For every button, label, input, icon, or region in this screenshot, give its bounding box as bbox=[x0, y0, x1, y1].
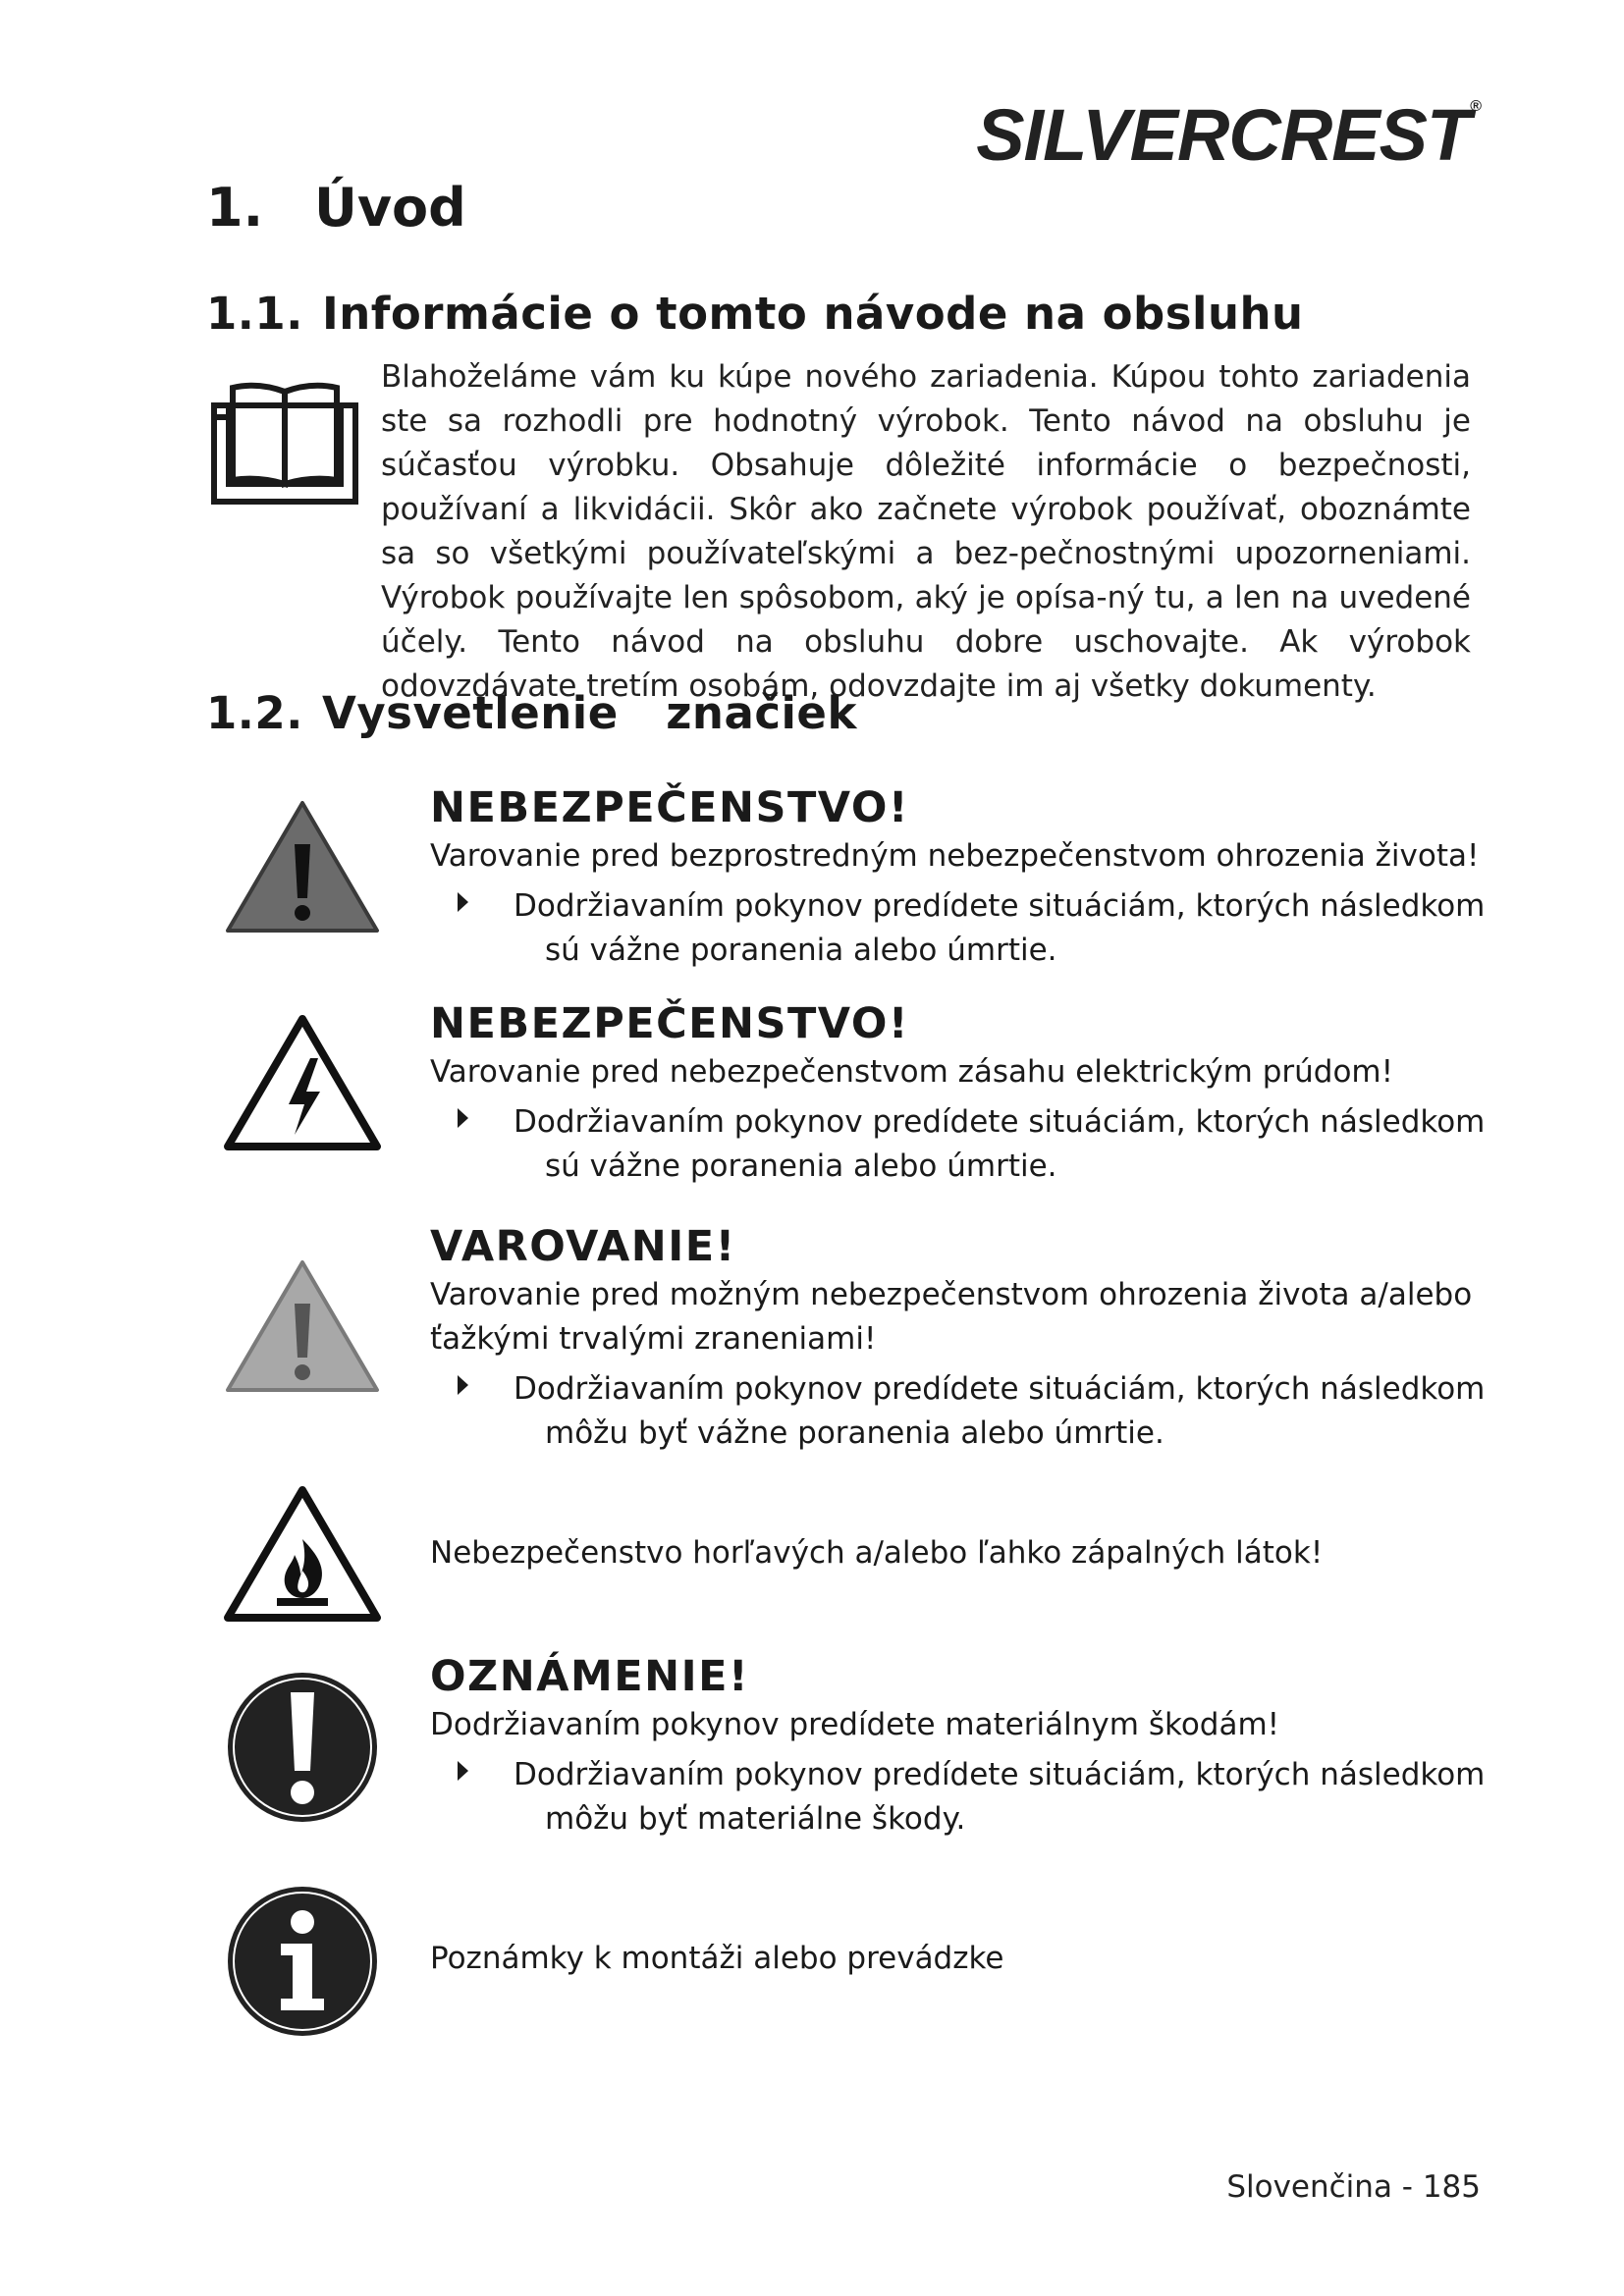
symbol-block-info bbox=[430, 1937, 1500, 1981]
bullet-arrow-icon bbox=[458, 1375, 468, 1395]
symbol-title: NEBEZPEČENSTVO! bbox=[430, 999, 909, 1048]
symbol-description: Dodržiavaním pokynov predídete materiálnym škodám! bbox=[430, 1707, 1280, 1742]
warning-icon bbox=[224, 1255, 381, 1402]
symbol-block-notice bbox=[430, 1652, 1500, 1842]
chapter-heading: 1. Úvod bbox=[206, 177, 466, 239]
bullet-arrow-icon bbox=[458, 1108, 468, 1128]
symbol-description: Poznámky k montáži alebo prevádzke bbox=[430, 1941, 1004, 1976]
symbol-block-danger bbox=[430, 783, 1500, 973]
brand-logo: SILVERCREST® bbox=[976, 94, 1481, 176]
symbol-title: VAROVANIE! bbox=[430, 1222, 736, 1271]
intro-paragraph: Blahoželáme vám ku kúpe nového zariadenia. Kúpou tohto zariadenia ste sa rozhodli pre hodnotný výrobok. Tento návod na obsluhu je súčasťou výrobku. Obsahuje dôležité informácie o bezpečnosti, používaní a likvidácii. Skôr ako začnete výrobok používať, oboznámte sa so všetkými používateľskými a bez-pečnostnými upozorneniami. Výrobok používajte len spôsobom, aký je opísa-ný tu, a len na uvedené účely. Tento návod na obsluhu dobre uschovajte. Ak výrobok odovzdávate tretím osobám, odovzdajte im aj všetky dokumenty. bbox=[381, 359, 1471, 704]
electric-shock-icon bbox=[224, 1011, 381, 1158]
symbol-block-flammable bbox=[430, 1531, 1500, 1575]
symbol-description: Varovanie pred nebezpečenstvom zásahu elektrickým prúdom! bbox=[430, 1054, 1394, 1090]
page-footer: Slovenčina - 185 bbox=[1226, 2169, 1481, 2205]
symbol-description: Varovanie pred bezprostredným nebezpečenstvom ohrozenia života! bbox=[430, 838, 1480, 874]
bullet-arrow-icon bbox=[458, 1761, 468, 1781]
bullet-arrow-icon bbox=[458, 892, 468, 912]
section-heading-info: 1.1. Informácie o tomto návode na obsluhu bbox=[206, 288, 1304, 340]
symbol-block-electric bbox=[430, 999, 1500, 1189]
flammable-icon bbox=[224, 1482, 381, 1629]
symbol-bullet: Dodržiavaním pokynov predídete situáciám, ktorých následkom môžu byť vážne poranenia alebo úmrtie. bbox=[430, 1367, 1500, 1456]
symbol-description: Nebezpečenstvo horľavých a/alebo ľahko zápalných látok! bbox=[430, 1535, 1324, 1571]
symbol-description: Varovanie pred možným nebezpečenstvom ohrozenia života a/alebo ťažkými trvalými zraneniami! bbox=[430, 1277, 1473, 1357]
symbol-title: NEBEZPEČENSTVO! bbox=[430, 783, 909, 832]
symbol-bullet: Dodržiavaním pokynov predídete situáciám, ktorých následkom sú vážne poranenia alebo úmrtie. bbox=[430, 884, 1500, 973]
section-heading-symbols: 1.2. Vysvetlenie značiek bbox=[206, 687, 857, 739]
symbol-title: OZNÁMENIE! bbox=[430, 1652, 750, 1701]
symbol-block-warning bbox=[430, 1222, 1500, 1456]
symbol-bullet: Dodržiavaním pokynov predídete situáciám, ktorých následkom sú vážne poranenia alebo úmrtie. bbox=[430, 1100, 1500, 1189]
manual-book-icon bbox=[211, 378, 358, 506]
notice-exclamation-icon bbox=[224, 1669, 381, 1826]
symbol-bullet: Dodržiavaním pokynov predídete situáciám, ktorých následkom môžu byť materiálne škody. bbox=[430, 1753, 1500, 1842]
info-icon bbox=[224, 1883, 381, 2040]
danger-warning-icon bbox=[224, 795, 381, 942]
